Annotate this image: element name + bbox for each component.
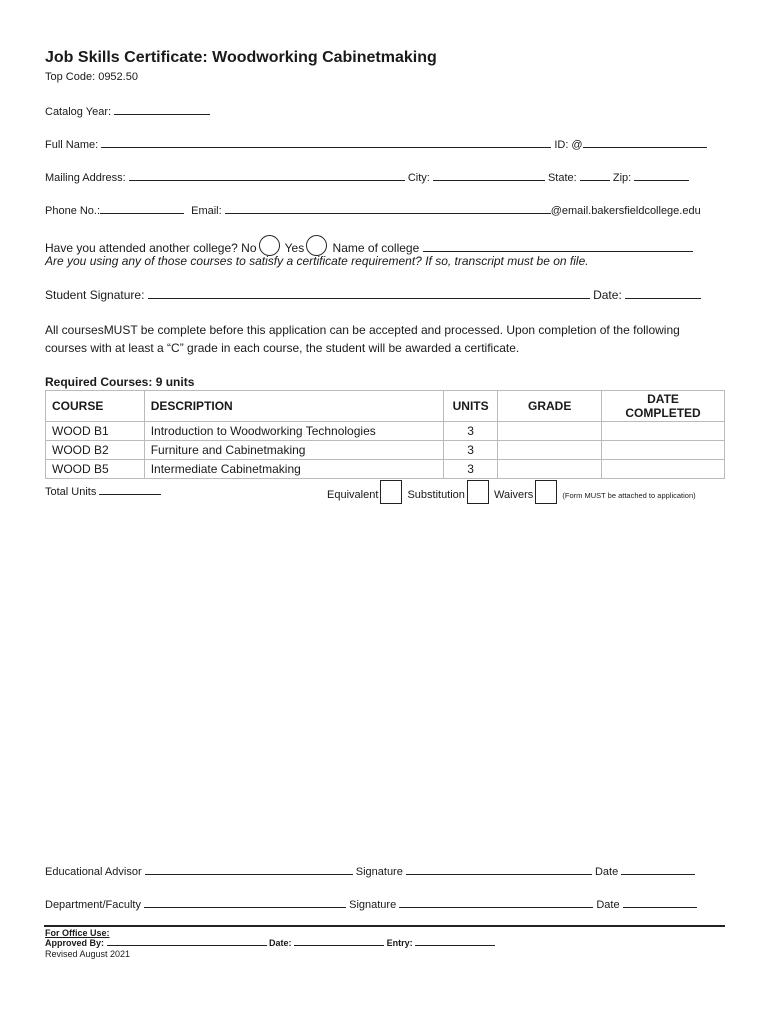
no-radio[interactable] (259, 235, 280, 256)
courses-note: Are you using any of those courses to satisfy a certificate requirement? If so, transcript must be on file. (45, 254, 589, 268)
office-entry-field[interactable] (415, 938, 495, 946)
email-label: Email: (191, 205, 222, 217)
col-units: UNITS (443, 391, 497, 422)
college-name-field[interactable] (423, 241, 693, 252)
mailing-address-field[interactable] (129, 170, 405, 181)
options-row (327, 480, 696, 504)
state-label: State: (547, 172, 577, 184)
department-signature-field[interactable] (399, 897, 593, 908)
full-name-row (45, 137, 707, 151)
total-units-row (45, 484, 161, 498)
col-description: DESCRIPTION (144, 391, 443, 422)
id-label: ID: @ (554, 139, 583, 151)
equivalent-label: Equivalent (327, 489, 379, 501)
advisor-signature-label: Signature (355, 866, 403, 878)
substitution-label: Substitution (407, 489, 465, 501)
yes-label: Yes (284, 241, 305, 255)
course-code: WOOD B5 (46, 460, 145, 479)
department-field[interactable] (144, 897, 346, 908)
course-description: Introduction to Woodworking Technologies (144, 422, 443, 441)
office-date-field[interactable] (294, 938, 384, 946)
instructions-line-2: courses with at least a “C” grade in each course, the student will be awarded a certificate. (45, 341, 520, 355)
advisor-row (45, 864, 695, 878)
department-date-label: Date (596, 899, 620, 911)
attended-question: Have you attended another college? (45, 241, 238, 255)
course-code: WOOD B1 (46, 422, 145, 441)
grade-cell[interactable] (498, 460, 602, 479)
email-domain: @email.bakersfieldcollege.edu (550, 205, 701, 217)
date-completed-cell[interactable] (602, 441, 725, 460)
top-code: Top Code: 0952.50 (45, 71, 138, 83)
catalog-year-row (45, 104, 210, 118)
college-name-label: Name of college (332, 241, 420, 255)
office-entry-label: Entry: (386, 938, 413, 948)
office-date-label: Date: (269, 938, 292, 948)
course-units: 3 (443, 422, 497, 441)
course-units: 3 (443, 460, 497, 479)
catalog-year-label: Catalog Year: (45, 106, 112, 118)
waivers-checkbox[interactable] (535, 480, 557, 504)
no-label: No (241, 241, 257, 255)
date-completed-cell[interactable] (602, 460, 725, 479)
approved-by-label: Approved By: (45, 938, 105, 948)
form-note: (Form MUST be attached to application) (562, 491, 696, 500)
full-name-label: Full Name: (45, 139, 99, 151)
col-date-completed: DATE COMPLETED (602, 391, 725, 422)
office-divider (44, 925, 725, 927)
department-row (45, 897, 697, 911)
revised-note: Revised August 2021 (45, 949, 131, 959)
advisor-signature-field[interactable] (406, 864, 592, 875)
mailing-address-label: Mailing Address: (45, 172, 126, 184)
phone-email-row (45, 203, 701, 217)
total-units-field[interactable] (99, 484, 161, 495)
department-date-field[interactable] (623, 897, 697, 908)
zip-field[interactable] (634, 170, 689, 181)
col-course: COURSE (46, 391, 145, 422)
signature-date-field[interactable] (625, 288, 701, 299)
waivers-label: Waivers (493, 489, 534, 501)
id-field[interactable] (583, 137, 707, 148)
required-heading: Required Courses: 9 units (45, 375, 195, 389)
table-row (46, 460, 725, 479)
department-signature-label: Signature (349, 899, 397, 911)
advisor-date-label: Date (594, 866, 619, 878)
yes-radio[interactable] (306, 235, 327, 256)
department-label: Department/Faculty (45, 899, 141, 911)
course-description: Intermediate Cabinetmaking (144, 460, 443, 479)
phone-field[interactable] (100, 203, 184, 214)
page-title: Job Skills Certificate: Woodworking Cabinetmaking (45, 49, 437, 66)
grade-cell[interactable] (498, 441, 602, 460)
course-code: WOOD B2 (46, 441, 145, 460)
col-grade: GRADE (498, 391, 602, 422)
full-name-field[interactable] (101, 137, 551, 148)
approved-by-field[interactable] (107, 938, 267, 946)
equivalent-checkbox[interactable] (380, 480, 402, 504)
student-signature-label: Student Signature: (45, 288, 145, 302)
office-heading: For Office Use: (45, 928, 110, 938)
city-field[interactable] (433, 170, 545, 181)
signature-date-label: Date: (593, 288, 622, 302)
attended-row (45, 235, 693, 256)
student-signature-field[interactable] (148, 288, 590, 299)
table-row (46, 422, 725, 441)
date-completed-cell[interactable] (602, 422, 725, 441)
advisor-field[interactable] (145, 864, 353, 875)
grade-cell[interactable] (498, 422, 602, 441)
phone-label: Phone No.: (45, 205, 101, 217)
state-field[interactable] (580, 170, 610, 181)
signature-row (45, 288, 701, 302)
zip-label: Zip: (612, 172, 632, 184)
substitution-checkbox[interactable] (467, 480, 489, 504)
city-label: City: (407, 172, 430, 184)
course-units: 3 (443, 441, 497, 460)
table-row (46, 441, 725, 460)
advisor-label: Educational Advisor (45, 866, 142, 878)
advisor-date-field[interactable] (621, 864, 695, 875)
address-row (45, 170, 689, 184)
office-approval-row (45, 938, 495, 948)
email-field[interactable] (225, 203, 551, 214)
table-header-row (46, 391, 725, 422)
courses-table (45, 390, 725, 479)
instructions-line-1: All coursesMUST be complete before this application can be accepted and processed. Upon completion of the following (45, 323, 680, 337)
total-units-label: Total Units (45, 486, 97, 498)
course-description: Furniture and Cabinetmaking (144, 441, 443, 460)
catalog-year-field[interactable] (114, 104, 210, 115)
